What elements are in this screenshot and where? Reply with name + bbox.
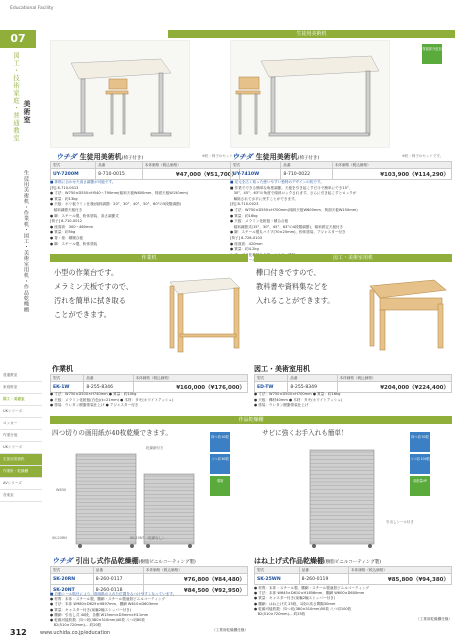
product-name-ek1w: 作業机 — [52, 365, 73, 373]
sidebar-nav-item[interactable]: 家庭科室 — [0, 382, 42, 394]
work-desk-illustration — [160, 264, 246, 360]
spec-line: ● 寸法：本体 W645×D610×H1856mm、棚網 W600×D600mm — [254, 591, 365, 596]
vertical-category: 図工・技術家庭・普通教室 — [12, 52, 20, 142]
table-row: UY-7200M 8-710-0015 ¥47,000（¥51,700） — [51, 169, 240, 180]
spec-line: ● 塗装：ウレタン樹脂塗装仕上げ — [254, 403, 309, 408]
spec-line: ■ 作業でできる簡単な角度調節。天板を引き起こすだけで簡単にでき15°、 — [230, 185, 353, 190]
desc-uy7410w: ■ 足元を広く取った使いやすい独特のデザインの机です。 ■ 作業でできる簡単な角度調節。天板を引き起こすだけで簡単にでき15°、 30°、45°、63°の角度で傾斜ロックされます。さらに引き起こすとロックが 解除されて水平に戻すことができます。 [机] 8-710-0023 ● 寸法：W750×D550×H700mm(傾斜天板W600mm、椅面天板W150mm) ● 質量：約16kg ● 天板：メラミン化粧板・積合合板 傾斜調節式(15°、30°、45°、63°の4段階調節)、傾斜固定天板付き ● 脚：スチール製丸パイプ(70×25mm)、粉体塗装、アジャスター付き [椅子] 8-726-0103 ● 座面高：420mm ● 質量：約4.2kg — [230, 180, 452, 264]
label-sk20nt: SK-20NT（乾燥なし） — [130, 536, 166, 540]
sidebar-nav-item[interactable]: 音楽室 — [0, 490, 42, 502]
product-image-uy7200m — [50, 40, 190, 148]
catchcopy-edtw — [256, 266, 335, 308]
spec-table-uy7200m: 型式 品番 本体価格（税込価格） UY-7200M 8-710-0015 ¥47,000（¥51,700） — [50, 161, 240, 180]
spec-line: ● 塗装：ウレタン樹脂塗装仕上げ ● アジャスター付き — [50, 403, 139, 408]
sidebar-nav-item[interactable]: 作業机・乾燥棚 — [0, 466, 42, 478]
product-image-ek1w — [160, 264, 246, 360]
badge-yatsugiri-80: 八つ切 80枚 — [210, 454, 230, 474]
art-desk-illustration — [362, 264, 452, 360]
spec-line: 傾斜調節天板付き — [50, 207, 83, 212]
sidebar-nav-item[interactable]: UKシリーズ — [0, 442, 42, 454]
spec-line: ● 脚：スチール製、粉体塗装 — [50, 241, 98, 246]
spec-line: ● 寸法：W750×D550×H700mm(傾斜天板W600mm、椅面天板W150mm) — [230, 207, 358, 212]
spec-line: [机] 8-710-0013 — [50, 185, 79, 190]
spec-line: ● 寸法：W750×D500×H740mm ● 質量：約10kg — [50, 392, 137, 396]
section-student-desk: 生徒用美術机 — [168, 30, 455, 38]
table-row: ED-TW 8-255-8349 ¥204,000（¥224,400） — [255, 382, 452, 393]
product-image-uy7410w — [230, 40, 390, 148]
spec-line: 解除されて水平に戻すことができます。 — [230, 196, 298, 201]
label-sticker: 引出しシール付き — [386, 520, 414, 524]
sidebar-nav-item[interactable]: 図工・美術室 — [0, 394, 42, 406]
spec-line: ● 質量：約16kg — [230, 213, 258, 218]
badge-environment-2: 環境 — [210, 476, 230, 496]
category-header: Educational Facility — [10, 6, 54, 11]
desk-illustration-1 — [51, 41, 191, 149]
product-image-edtw — [362, 264, 452, 360]
spec-line: ● 乾燥可能枚数：四つ切(380×510mm)40枚 八つ切80枚 — [50, 618, 146, 623]
sidebar-nav-item[interactable]: ロッカー — [0, 418, 42, 430]
table-row: SK-25WN 8-260-0119 ¥85,800（¥94,380） — [255, 574, 452, 585]
spec-line: ● 天板：欅材40mm ● 木材：タモ(ホワイトアッシュ) — [254, 397, 343, 402]
label-sk20rn: SK-20RN — [52, 536, 67, 540]
sidebar-nav-item[interactable]: UKシリーズ — [0, 406, 42, 418]
spec-line: ● 乾燥可能枚数：四つ切(380×510mm)50枚 八つ切100枚 — [254, 606, 352, 611]
side-nav — [0, 370, 42, 502]
desk-illustration-2 — [231, 41, 391, 149]
spec-line: ● 質量：約13kg — [50, 196, 78, 201]
spec-line: ● 天板：メラミン化粧板・積合合板 — [230, 219, 289, 224]
page-number: 312 — [10, 628, 27, 637]
spec-table-edtw: 型式 品番 本体価格（税込価格） ED-TW 8-255-8349 ¥204,000（¥224,400） — [254, 374, 452, 393]
set-note-1: ※机・椅子のセットです。 — [202, 154, 244, 158]
spec-line: 入れることができます。 — [256, 296, 335, 305]
spec-line: ● 質量：キャスター付き(前輪2輪ストッパー付き) — [50, 607, 132, 612]
sidebar-nav-item[interactable]: 生徒用美術机 — [0, 454, 42, 466]
spec-line: ことができます。 — [54, 310, 111, 319]
chapter-number: 07 — [0, 30, 36, 48]
product-name-sk20: ウチダ 引出し式作品乾燥棚(樹脂ビニルコーティング製) — [52, 557, 196, 565]
spec-line: 小型の作業台です。 — [54, 268, 119, 277]
spec-line: ● 棚網：はね上げ式 25段、1段の高さ間隔30mm — [254, 601, 336, 606]
badge-yatsugiri-100: 八つ切 100枚 — [410, 454, 430, 474]
spec-line: ● 座面高：420mm — [230, 241, 263, 246]
badge-environment: 背板部分追加 — [422, 44, 442, 64]
catchcopy-ek1w — [54, 266, 133, 322]
spec-line: 汚れを簡単に拭き取る — [54, 296, 126, 305]
label-dims: W630 — [56, 488, 67, 492]
spec-line: 欅口付きですので、 — [256, 268, 321, 277]
table-row: UY-7410W 8-710-0022 ¥103,900（¥114,290） — [231, 169, 452, 180]
section-work-desk: 作業机 — [50, 254, 248, 262]
sidebar-nav-item[interactable]: 作業台他 — [0, 430, 42, 442]
spec-line: ● 天板：ポリ板ラミン仕様(傾斜調節：20°、30°、40°、50°、60°の5段階調節) — [50, 202, 182, 207]
spec-line: [椅子] 8-710-0012 — [50, 219, 83, 224]
brand-logo: ウチダ — [56, 153, 77, 161]
spec-line: ● 座面高：300〜460mm — [50, 224, 93, 229]
desc-uy7200m: ■ 体格に合わせた高さ調節が可能です。 [机] 8-710-0013 ● 寸法：W750×D550×H540〜790mm(傾斜天板W600mm、椅面天板W150mm) ● 質量：約13kg ● 天板：ポリ板ラミン仕様(傾斜調節：20°、30°、40°、50°、60°の5段階調節) 傾斜調節天板付き ● 脚：スチール製、粉体塗装、高さ調節式 [椅子] 8-710-0012 ● 座面高：300〜460mm ● 質量：約5kg ● 背・座：積層合板 ● 脚：スチール製、粉体塗装 — [50, 180, 230, 247]
spec-line: [机] 8-710-0023 — [230, 202, 259, 207]
sidebar — [0, 30, 48, 610]
spec-line: メラミン天板ですので、 — [54, 282, 133, 291]
spec-line: 傾斜調節式(15°、30°、45°、63°の4段階調節)、傾斜固定天板付き — [230, 224, 344, 229]
label-top-net: 乾燥網付き — [146, 446, 164, 450]
spec-table-ek1w: 型式 品番 本体価格（税込価格） EK-1W 8-255-8346 ¥160,000（¥176,000） — [50, 374, 248, 393]
badge-capacity: 収納量UP — [410, 476, 430, 496]
spec-line: ● 脚：スチール製、粉体塗装、高さ調節式 — [50, 213, 119, 218]
spec-line: B2(510×720mm)… 約25枚 — [254, 612, 306, 617]
spec-line: ● 寸法：W750×D500×H700mm ● 質量：約16kg — [254, 392, 341, 396]
spec-line: [椅子] 8-726-0103 — [230, 235, 263, 240]
spec-line: 30°、45°、63°の角度で傾斜ロックされます。さらに引き起こすとロックが — [230, 191, 357, 196]
desc-edtw — [254, 392, 452, 409]
spec-line: ● 質量：キャスター付き(前輪2輪ストッパー付き) — [254, 596, 336, 601]
spec-line: ● 背・座：積層合板 — [50, 235, 84, 240]
spec-line: ● 質量：約4.2kg — [230, 247, 259, 252]
section-art-desk: 図工・美術室用机 — [254, 254, 452, 262]
spec-table-sk20: 型式 品番 本体価格（税込価格） SK-20RN 8-260-0117 ¥76,800（¥84,480） SK-20NT 8-260-0118 ¥84,500（¥92,950） — [50, 566, 248, 596]
spec-line: ● 寸法：W750×D550×H540〜790mm(傾斜天板W600mm、椅面天板W150mm) — [50, 191, 189, 196]
spec-line: ● 天板：メラミン化粧板(白色)(t=21mm) ● 木材：タモ(ホワイトアッシュ) — [50, 397, 174, 402]
spec-table-sk25: 型式 品番 本体価格（税込価格） SK-25WN 8-260-0119 ¥85,800（¥94,380） — [254, 566, 452, 585]
catchcopy-sk20: 四つ切りの画用紙が40枚乾燥できます。 — [52, 429, 172, 437]
desc-ek1w — [50, 392, 248, 409]
footer-url[interactable]: www.uchida.co.jp/education — [40, 630, 111, 636]
product-name-sk25: はね上げ式作品乾燥棚(樹脂ビニルコーティング製) — [254, 557, 382, 565]
table-row: SK-20NT 8-260-0118 ¥84,500（¥92,950） — [51, 585, 248, 596]
spec-line: ● 材質：本体・スチール製、棚網・スチール製亜鉛ビニルコーティング — [254, 586, 370, 590]
table-row: EK-1W 8-255-8346 ¥160,000（¥176,000） — [51, 382, 248, 393]
spec-line: ● 棚網：引出し式 40段、各棚 W15mm×D5mm×H11mm — [50, 612, 149, 617]
spec-line: ● 寸法：本体 W980×D629×H897mm、棚網 W610×D603mm — [50, 602, 158, 607]
section-drying-rack: 作品乾燥棚 — [50, 416, 452, 424]
product-name-edtw: 図工・美術室用机 — [254, 365, 310, 373]
product-image-sk25 — [290, 444, 400, 554]
spec-line: 教科書や資料集などを — [256, 282, 328, 291]
spec-line: ● 材質：本体・スチール製、棚網・スチール製亜鉛ビニルコーティング — [50, 597, 166, 602]
desc-sk25: ● 材質：本体・スチール製、棚網・スチール製亜鉛ビニルコーティング ● 寸法：本体 W645×D610×H1856mm、棚網 W600×D600mm ● 質量：キャスター付き(前輪2輪ストッパー付き) ● 棚網：はね上げ式 25段、1段の高さ間隔30mm ● 乾燥可能枚数：四つ切(380×510mm)50枚 八つ切100枚 B2(510×720mm)… 約25枚 （工業用乾燥棚仕様） — [254, 586, 452, 622]
badge-yotsugiri-40: 四つ切 40枚 — [210, 432, 230, 452]
desc-sk20: ■ 自動シール貼付により、面用紙の入れた位置をみつけやすくなっています。 ● 材質：本体・スチール製、棚網・スチール製亜鉛ビニルコーティング ● 寸法：本体 W980×D629×H897mm、棚網 W610×D603mm ● 質量：キャスター付き(前輪2輪ストッパー付き) ● 棚網：引出し式 40段、各棚 W15mm×D5mm×H11mm ● 乾燥可能枚数：四つ切(380×510mm)40枚 八つ切80枚 B2(510×720mm)… 約20枚 （工業用乾燥棚仕様） — [50, 592, 248, 633]
sidebar-nav-item[interactable]: 普通教室 — [0, 370, 42, 382]
spec-line: ● 脚：スチール製丸パイプ(70×25mm)、粉体塗装、アジャスター付き — [230, 230, 346, 235]
vertical-subtitle: 生徒用美術机・作業机・図工・美術室用机・作品乾燥棚 — [23, 170, 29, 313]
spec-table-uy7410w: 型式 品番 本体価格（税込価格） UY-7410W 8-710-0022 ¥103,900（¥114,290） — [230, 161, 452, 180]
spec-line: ● 質量：約5kg — [50, 230, 76, 235]
product-name-uy7200m: ウチダ 生徒用美術机(椅子付き) — [56, 153, 144, 161]
sidebar-nav-item[interactable]: AVシリーズ — [0, 478, 42, 490]
badge-yotsugiri-50: 四つ切 50枚 — [410, 432, 430, 452]
spec-line: B2(510×720mm)… 約20枚 — [50, 623, 102, 628]
rack-illustration-2 — [290, 444, 400, 554]
vertical-title: 美術室 — [23, 100, 31, 124]
product-name-uy7410w: ウチダ 生徒用美術机(椅子付き) — [232, 153, 320, 161]
catchcopy-sk25: サビに強くお手入れも簡単！ — [262, 429, 348, 437]
table-row: SK-20RN 8-260-0117 ¥76,800（¥84,480） — [51, 574, 248, 585]
set-note-2: ※机・椅子のセットです。 — [402, 154, 444, 158]
